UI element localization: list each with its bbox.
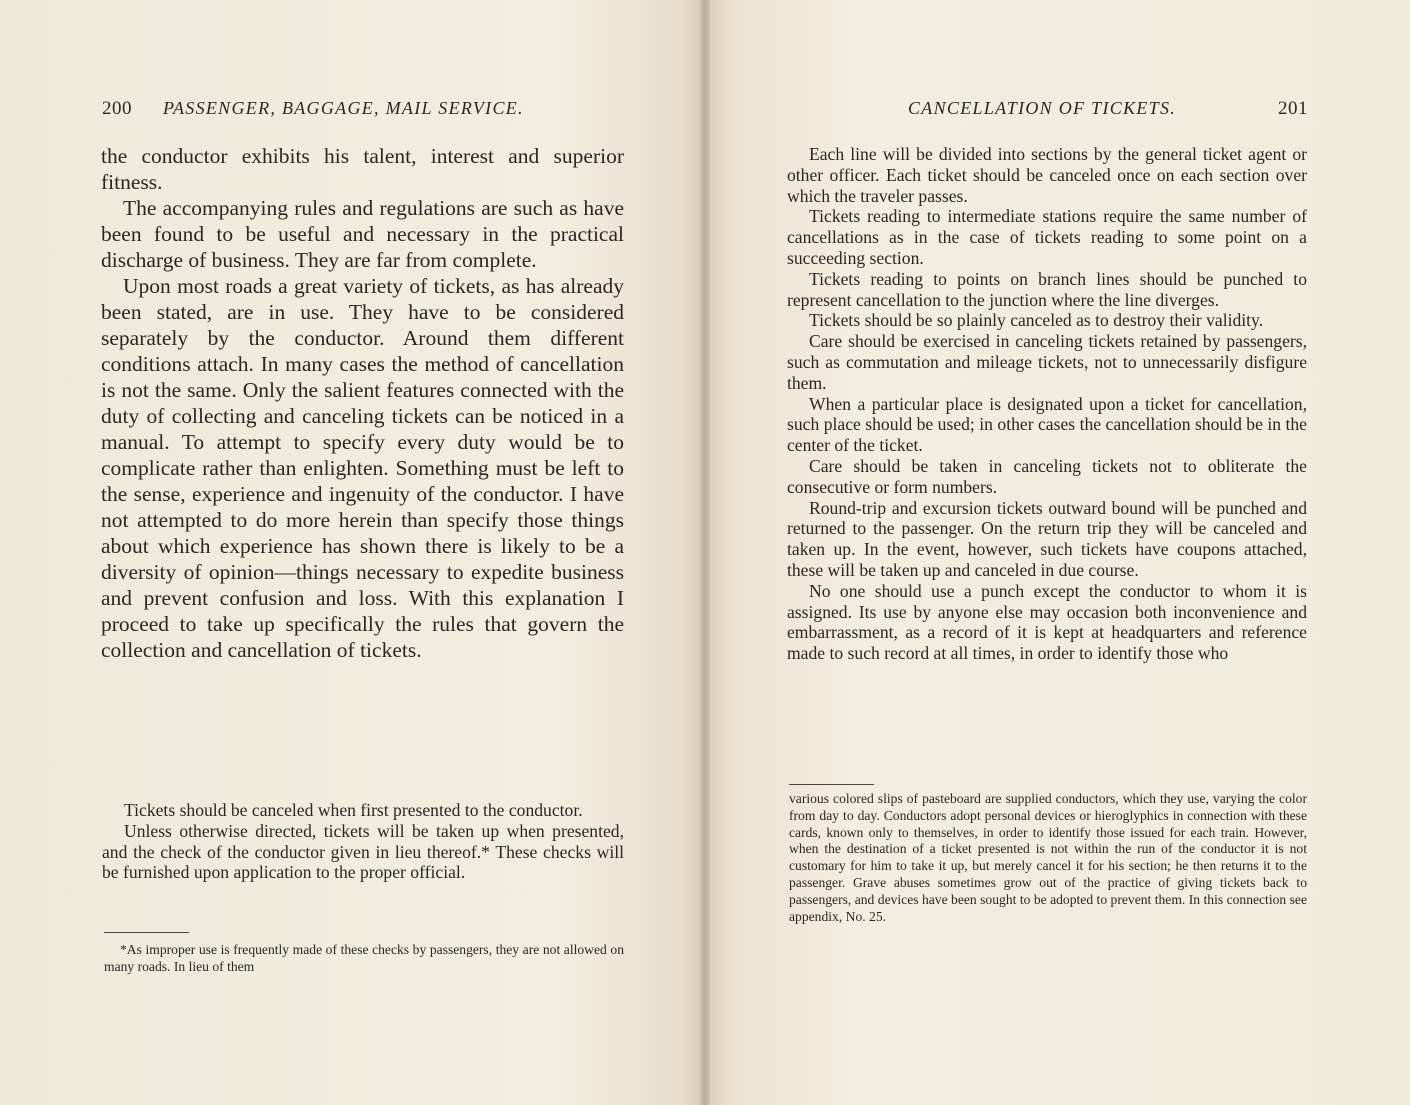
left-paragraph: Upon most roads a great variety of tickets, as has already been stated, are in use. They have to be considered separately by the conductor. Around them different conditions attach. In many cases the method of cancellation is not the same. Only the salient features connected with the duty of collecting and canceling tickets can be noticed in a manual. To attempt to specify every duty would be to complicate rather than enlighten. Something must be left to the sense, experience and ingenuity of the conductor. I have not attempted to do more herein than specify those things about which experience has shown there is likely to be a diversity of opinion—things necessary to expedite business and prevent confusion and loss. With this explanation I proceed to take up specifically the rules that govern the collection and cancellation of tickets. <box>101 274 624 662</box>
left-footnote <box>104 942 624 976</box>
right-running-title: CANCELLATION OF TICKETS. <box>908 98 1177 118</box>
left-running-title: PASSENGER, BAGGAGE, MAIL SERVICE. <box>163 98 524 118</box>
left-page-number: 200 <box>102 98 132 119</box>
rule-paragraph: Tickets reading to intermediate stations require the same number of cancellations as in the case of tickets reading to some point on a succeeding section. <box>787 206 1307 268</box>
rule-paragraph: Each line will be divided into sections by the general ticket agent or other officer. Each ticket should be canceled once on each section over which the traveler passes. <box>787 144 1307 206</box>
right-page-number: 201 <box>1278 98 1308 119</box>
rule-paragraph: Tickets reading to points on branch lines should be punched to represent cancellation to the junction where the line diverges. <box>787 268 1307 310</box>
rule-paragraph: Care should be exercised in canceling tickets retained by passengers, such as commutation and mileage tickets, not to unnecessarily disfigure them. <box>787 331 1307 393</box>
rule-paragraph: Tickets should be canceled when first presented to the conductor. <box>124 800 583 820</box>
right-rules <box>787 144 1307 664</box>
rule-paragraph: No one should use a punch except the conductor to whom it is assigned. Its use by anyone else may occasion both inconvenience and embarrassment, as a record of it is kept at headquarters and reference made to such record at all times, in order to identify those who <box>787 580 1307 664</box>
book-gutter <box>700 0 710 1105</box>
left-paragraph: The accompanying rules and regulations are such as have been found to be useful and necessary in the practical discharge of business. They are far from complete. <box>101 196 624 272</box>
left-intro-text <box>101 143 624 663</box>
footnote-text: *As improper use is frequently made of these checks by passengers, they are not allowed on many roads. In lieu of them <box>104 942 624 974</box>
left-rules <box>102 800 624 883</box>
rule-paragraph: When a particular place is designated upon a ticket for cancellation, such place should be used; in other cases the cancellation should be in the center of the ticket. <box>787 393 1307 456</box>
rule-paragraph: Care should be taken in canceling tickets not to obliterate the consecutive or form numbers. <box>787 455 1307 497</box>
left-footnote-rule <box>104 932 189 933</box>
rule-paragraph: Unless otherwise directed, tickets will be taken up when presented, and the check of the conductor given in lieu thereof.* These checks will be furnished upon application to the proper official. <box>102 820 624 883</box>
rule-paragraph: Round-trip and excursion tickets outward bound will be punched and returned to the passenger. On the return trip they will be canceled and taken up. In the event, however, such tickets have coupons attached, these will be taken up and canceled in due course. <box>787 497 1307 580</box>
right-footnote-rule <box>789 784 874 785</box>
rule-paragraph: Tickets should be so plainly canceled as to destroy their validity. <box>809 310 1264 331</box>
footnote-text: various colored slips of pasteboard are supplied conductors, which they use, varying the color from day to day. Conductors adopt personal devices or hieroglyphics in connection with these cards, known only to themselves, in order to identify those issued for each train. However, when the destination of a ticket presented is not within the run of the conductor it is not customary for him to take it up, but merely cancel it for his section; he then returns it to the passenger. Grave abuses sometimes grow out of the practice of giving tickets back to passengers, and devices have been sought to be adopted to prevent them. In this connection see appendix, No. 25. <box>789 791 1307 924</box>
right-footnote <box>789 791 1307 925</box>
left-paragraph: the conductor exhibits his talent, interest and superior fitness. <box>101 144 624 194</box>
right-running-head <box>908 98 1308 124</box>
left-running-head <box>102 98 642 124</box>
